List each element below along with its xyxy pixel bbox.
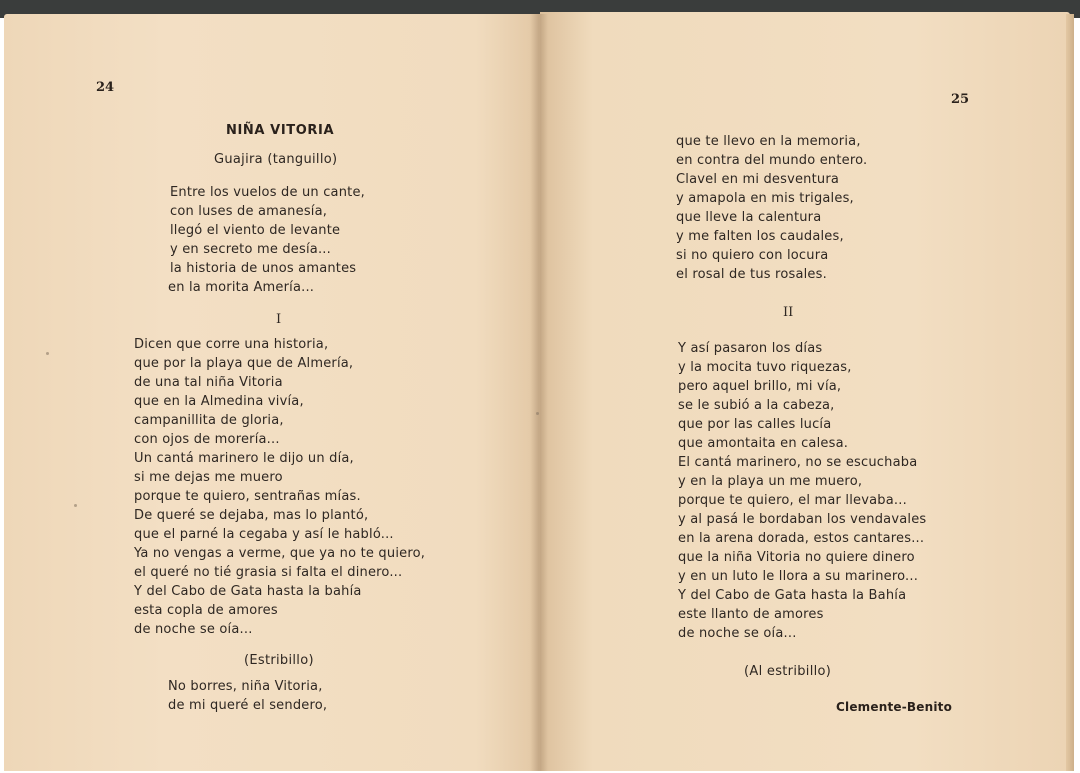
paper-speck [74, 504, 77, 507]
verse-line: que lleve la calentura [676, 210, 822, 225]
verse-line: Y del Cabo de Gata hasta la Bahía [678, 588, 907, 603]
verse-line: Dicen que corre una historia, [134, 337, 329, 352]
page-edge [1066, 14, 1074, 771]
paper-speck [536, 412, 539, 415]
intro-line: llegó el viento de levante [170, 223, 341, 238]
verse-line: Un cantá marinero le dijo un día, [134, 451, 354, 466]
verse-line: Y del Cabo de Gata hasta la bahía [134, 584, 362, 599]
verse-line: Clavel en mi desventura [676, 172, 840, 187]
verse-line: en contra del mundo entero. [676, 153, 868, 168]
verse-line: que por las calles lucía [678, 417, 832, 432]
verse-line: y amapola en mis trigales, [676, 191, 854, 206]
poem-title: NIÑA VITORIA [226, 123, 335, 138]
verse-line: porque te quiero, sentrañas mías. [134, 489, 361, 504]
author-signature: Clemente-Benito [836, 700, 953, 714]
verse-line: y al pasá le bordaban los vendavales [678, 512, 927, 527]
verse-line: y la mocita tuvo riquezas, [678, 360, 852, 375]
section-number: I [276, 312, 282, 327]
intro-line: la historia de unos amantes [170, 261, 357, 276]
intro-line: con luses de amanesía, [170, 204, 328, 219]
intro-line: en la morita Amería... [168, 280, 315, 295]
left-page-number: 24 [96, 80, 115, 95]
verse-line: campanillita de gloria, [134, 413, 284, 428]
verse-line: que el parné la cegaba y así le habló... [134, 527, 394, 542]
paper-speck [46, 352, 49, 355]
verse-line: pero aquel brillo, mi vía, [678, 379, 842, 394]
verse-line: con ojos de morería... [134, 432, 280, 447]
refrain-label: (Estribillo) [244, 653, 314, 668]
verse-line: y en la playa un me muero, [678, 474, 863, 489]
verse-line: porque te quiero, el mar llevaba... [678, 493, 907, 508]
verse-line: el rosal de tus rosales. [676, 267, 827, 282]
verse-line: en la arena dorada, estos cantares... [678, 531, 925, 546]
verse-line: y me falten los caudales, [676, 229, 844, 244]
verse-line: Y así pasaron los días [678, 341, 823, 356]
verse-line: Ya no vengas a verme, que ya no te quiero, [134, 546, 426, 561]
verse-line: El cantá marinero, no se escuchaba [678, 455, 918, 470]
verse-line: si no quiero con locura [676, 248, 829, 263]
verse-line: esta copla de amores [134, 603, 278, 618]
refrain-label: (Al estribillo) [744, 664, 832, 679]
verse-line: si me dejas me muero [134, 470, 283, 485]
refrain-line: No borres, niña Vitoria, [168, 679, 323, 694]
verse-line: que te llevo en la memoria, [676, 134, 861, 149]
intro-line: y en secreto me desía... [170, 242, 331, 257]
verse-line: que en la Almedina vivía, [134, 394, 304, 409]
verse-line: y en un luto le llora a su marinero... [678, 569, 919, 584]
verse-line: de noche se oía... [678, 626, 797, 641]
intro-line: Entre los vuelos de un cante, [170, 185, 365, 200]
verse-line: que por la playa que de Almería, [134, 356, 354, 371]
book-gutter [530, 14, 548, 771]
verse-line: de una tal niña Vitoria [134, 375, 283, 390]
verse-line: que la niña Vitoria no quiere dinero [678, 550, 915, 565]
verse-line: que amontaita en calesa. [678, 436, 849, 451]
verse-line: el queré no tié grasia si falta el dinero... [134, 565, 403, 580]
verse-line: De queré se dejaba, mas lo plantó, [134, 508, 369, 523]
refrain-line: de mi queré el sendero, [168, 698, 328, 713]
poem-subtitle: Guajira (tanguillo) [214, 152, 338, 167]
verse-line: este llanto de amores [678, 607, 824, 622]
right-page-number: 25 [951, 92, 970, 107]
section-number: II [783, 305, 794, 320]
verse-line: se le subió a la cabeza, [678, 398, 835, 413]
verse-line: de noche se oía... [134, 622, 253, 637]
